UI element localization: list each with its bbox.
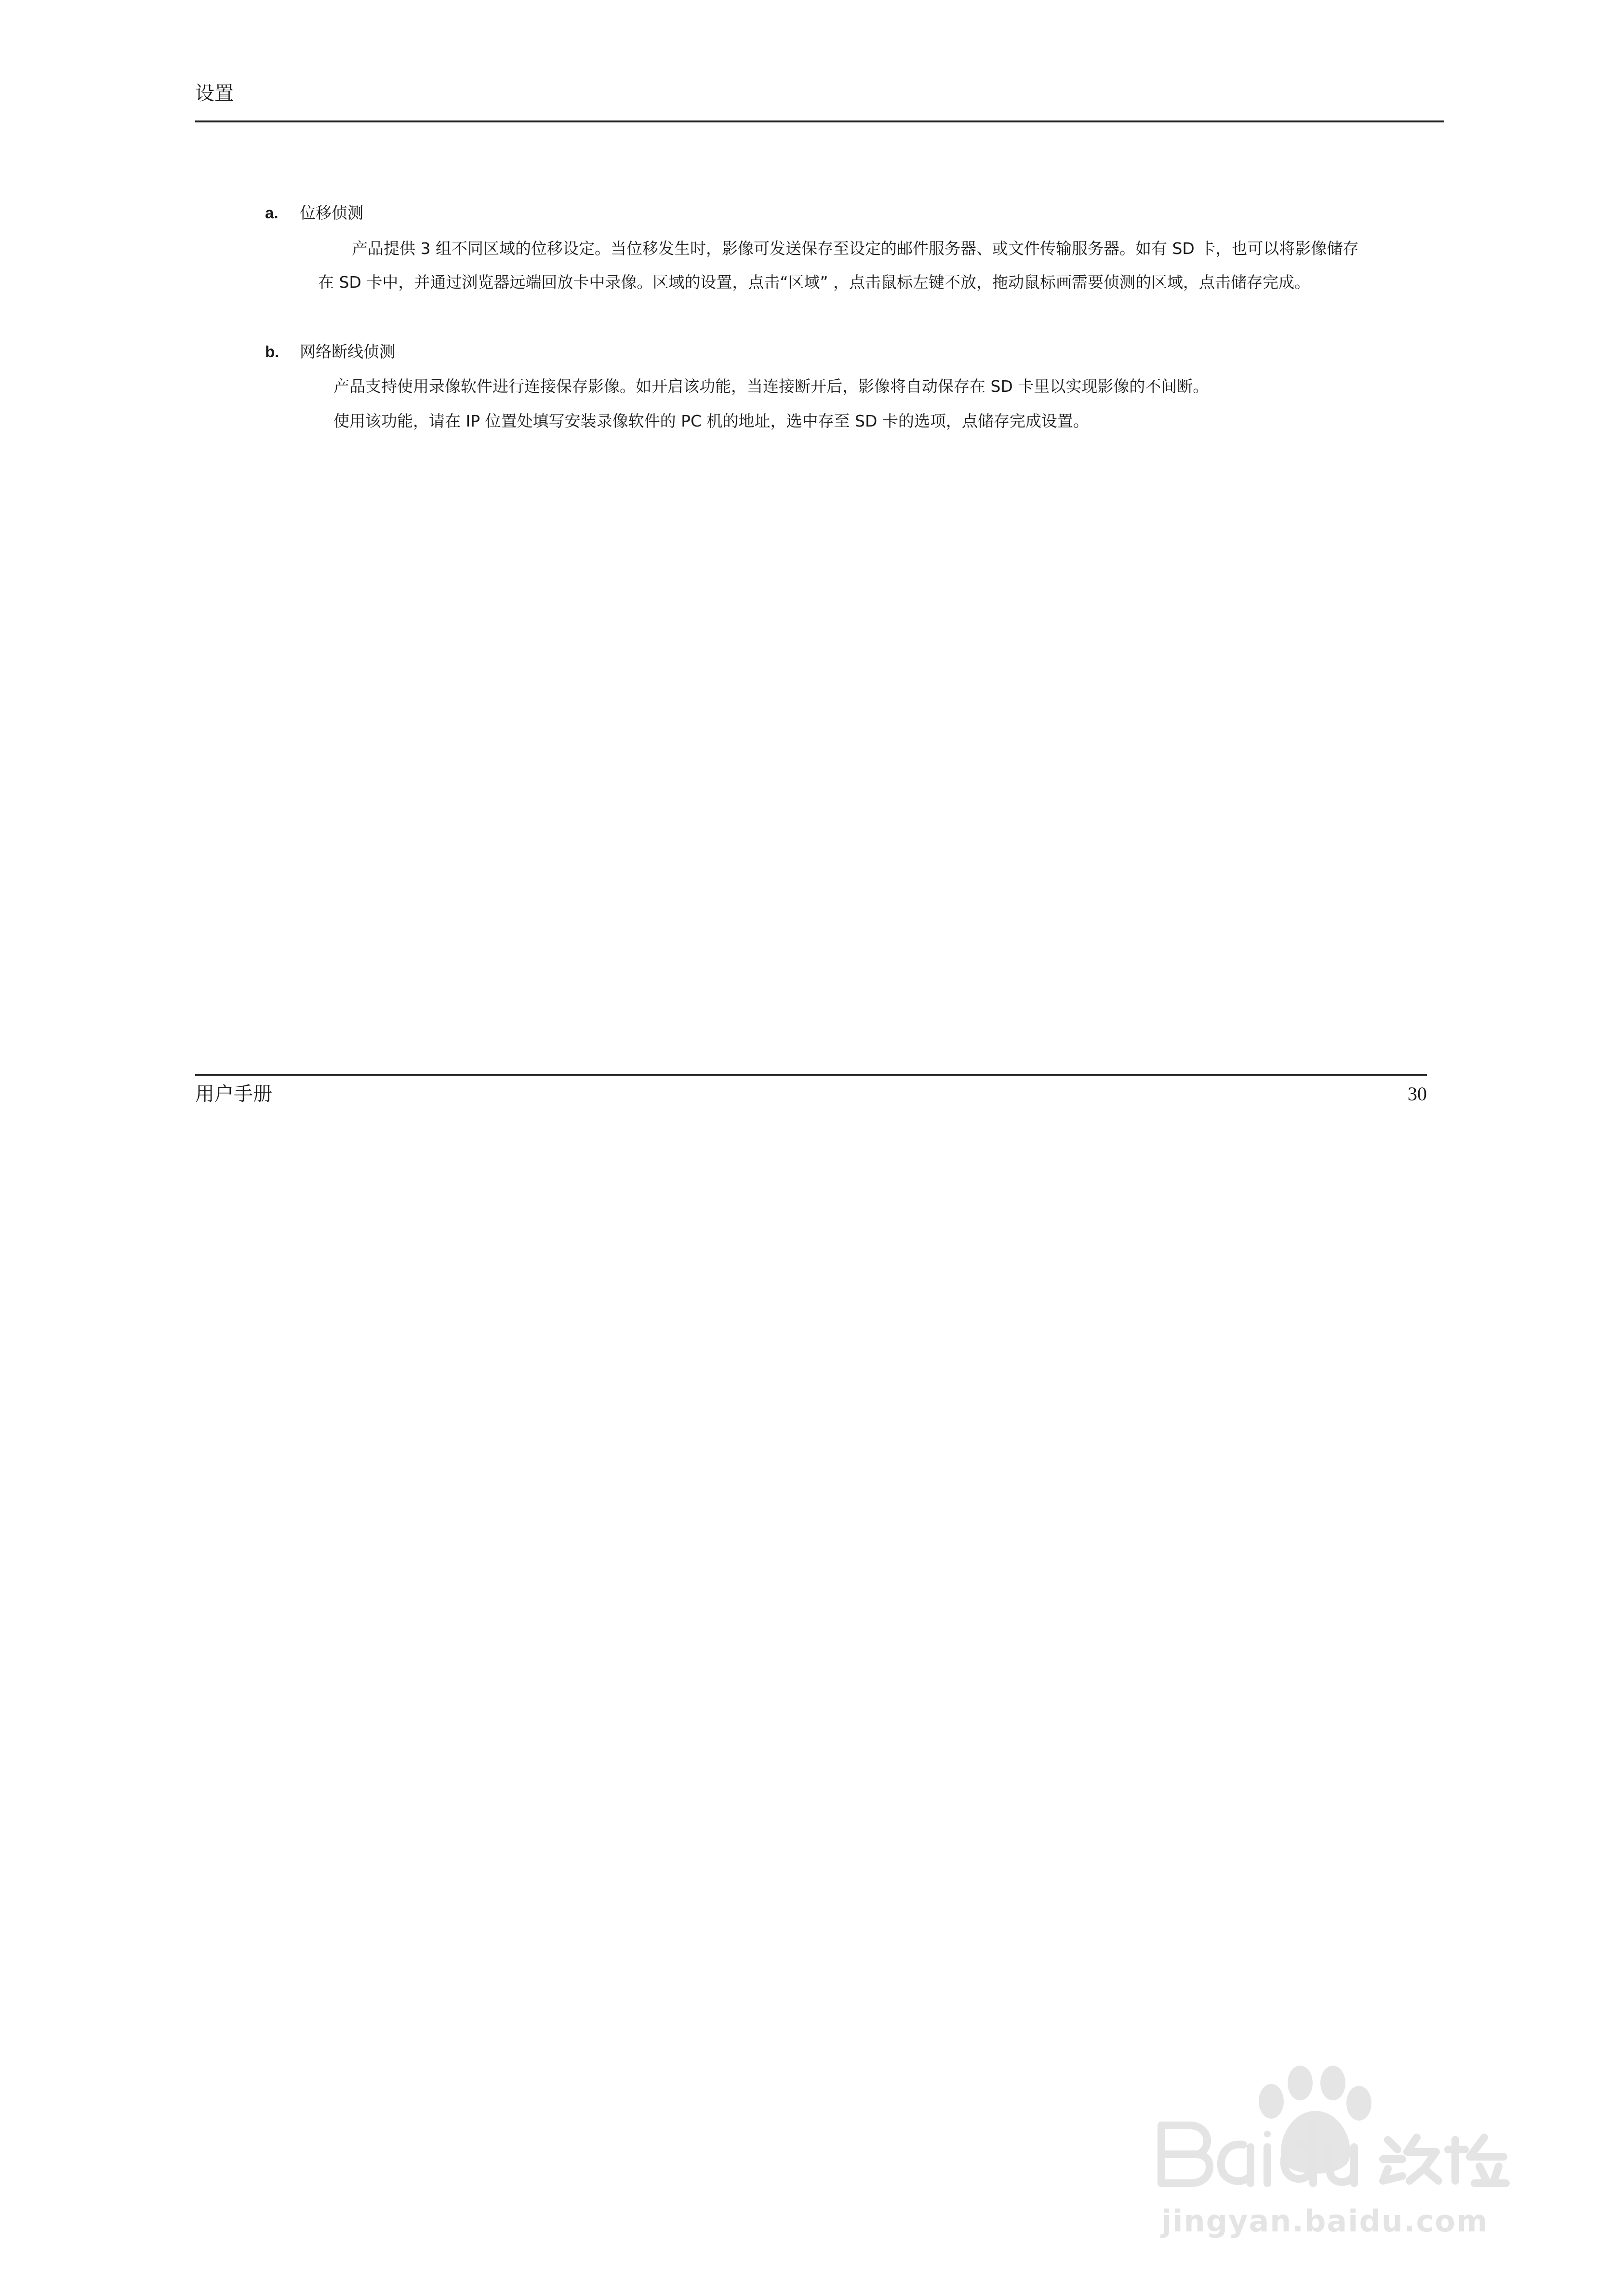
watermark-url: jingyan.baidu.com xyxy=(1161,2203,1489,2239)
paragraph-line: 在 SD 卡中，并通过浏览器远端回放卡中录像。区域的设置，点击“区域” ，点击鼠标左键不放，拖动鼠标画需要侦测的区域，点击储存完成。 xyxy=(318,273,1311,292)
footer-title: 用户手册 xyxy=(195,1083,272,1105)
paragraph-line: 使用该功能，请在 IP 位置处填写安装录像软件的 PC 机的地址，选中存至 SD 卡的选项，点储存完成设置。 xyxy=(333,412,1089,430)
page-footer xyxy=(195,1074,1427,1108)
section-heading xyxy=(265,202,1470,224)
paragraph-line: 产品支持使用录像软件进行连接保存影像。如开启该功能，当连接断开后，影像将自动保存在 SD 卡里以实现影像的不间断。 xyxy=(333,377,1209,396)
header-title: 设置 xyxy=(195,82,234,105)
baidu-jingyan-watermark xyxy=(1147,2043,1542,2246)
section-heading xyxy=(265,341,1470,362)
section-network-disconnect-detection xyxy=(265,341,1470,432)
page-header xyxy=(195,77,1444,122)
section-title: 位移侦测 xyxy=(300,203,363,222)
section-title: 网络断线侦测 xyxy=(300,342,395,361)
paragraph-line: 产品提供 3 组不同区域的位移设定。当位移发生时，影像可发送保存至设定的邮件服务器、或文件传输服务器。如有 SD 卡，也可以将影像储存 xyxy=(352,239,1359,258)
section-motion-detection xyxy=(265,202,1470,293)
page-number: 30 xyxy=(1408,1083,1427,1105)
section-marker: a. xyxy=(265,204,279,222)
section-marker: b. xyxy=(265,343,279,360)
